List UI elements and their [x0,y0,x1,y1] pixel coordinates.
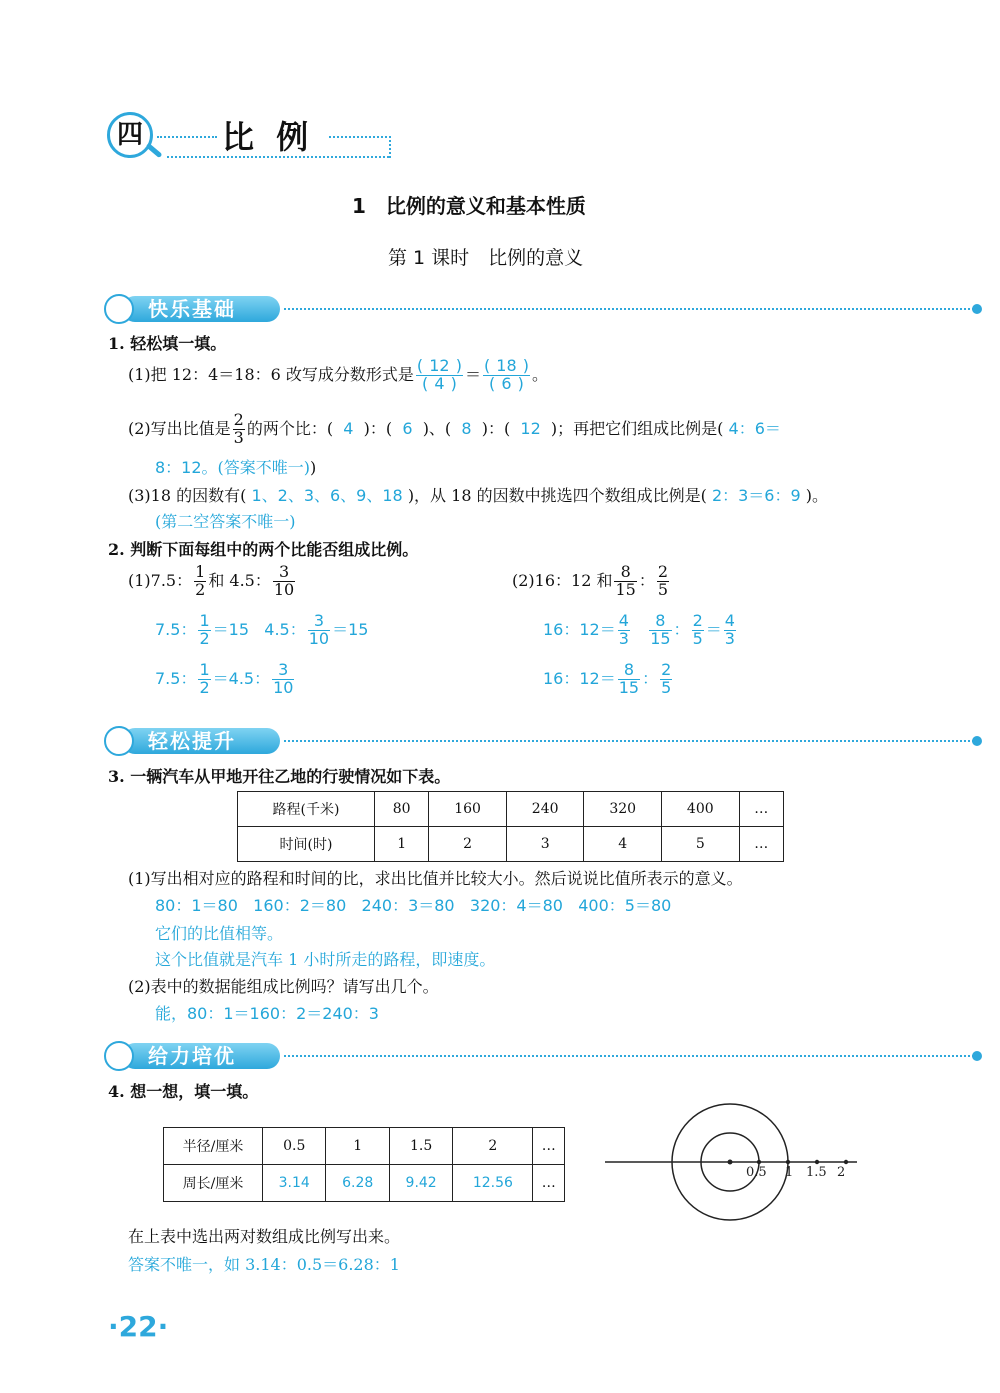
table-row: 路程(千米) 80 160 240 320 400 … [238,792,784,827]
table-row: 半径/厘米 0.5 1 1.5 2 … [164,1128,565,1165]
clock-icon [104,294,134,324]
q1-part3-note: (第二空答案不唯一) [155,512,296,531]
axis-label: 2 [837,1165,846,1180]
concentric-circles-diagram [600,1100,865,1225]
section-banner-advanced [104,1039,984,1073]
q1-part1: (1)把 12：4＝18：6 改写成分数形式是 $\frac{( 12 )}{( 4 )}$ ＝ $\frac{( 18 )}{( 6 )}$ 。 [128,356,548,393]
q2-part2-answer1: 16：12＝ $\frac{4}{3}$ $\frac{8}{15}$ ： $\frac{2}{5}$ ＝ $\frac{4}{3}$ [543,611,735,648]
axis-point [844,1160,848,1164]
q4-title: 4. 想一想，填一填。 [108,1082,259,1101]
section-banner-basic [104,292,984,326]
axis-point [786,1160,790,1164]
table-row: 周长/厘米 3.14 6.28 9.42 12.56 … [164,1165,565,1202]
q2-part2: (2)16：12 和 $\frac{8}{15}$ ： $\frac{2}{5}$ [512,562,669,599]
q2-part1-answer1: 7.5： $\frac{1}{2}$ ＝15 4.5： $\frac{3}{10}$ ＝15 [155,611,369,648]
axis-point [815,1160,819,1164]
q3-part2-answer: 能，80：1＝160：2＝240：3 [155,1004,379,1023]
q3-part1-answer3: 这个比值就是汽车 1 小时所走的路程，即速度。 [155,950,496,969]
section-banner-improve [104,724,984,758]
chapter-badge: 四 [107,112,153,158]
q2-part2-answer2: 16：12＝ $\frac{8}{15}$ ： $\frac{2}{5}$ [543,660,672,697]
lesson-title: 第 1 课时 比例的意义 [388,247,584,269]
axis-label: 0.5 [746,1165,767,1180]
q1-part2: (2)写出比值是 $\frac{2}{3}$ 的两个比：( 4 )：( 6 )、( 8 )：( 12 )；再把它们组成比例是( 4：6＝ [128,410,781,447]
q1-part2-line2: 8：12。(答案不唯一)) [155,458,317,477]
q4-instruction: 在上表中选出两对数组成比例写出来。 [128,1227,401,1246]
axis-label: 1 [785,1165,794,1180]
q1-title: 1. 轻松填一填。 [108,334,227,353]
q2-part1: (1)7.5： $\frac{1}{2}$ 和 4.5： $\frac{3}{10}$ [128,562,295,599]
chapter-header [107,110,397,162]
q3-table [237,791,784,862]
page-number: ·22· [108,1310,169,1343]
q3-part2: (2)表中的数据能组成比例吗？请写出几个。 [128,977,439,996]
axis-point [757,1160,761,1164]
section-title: 1 比例的意义和基本性质 [352,194,586,218]
q3-part1-answer: 80：1＝80 160：2＝80 240：3＝80 320：4＝80 400：5＝80 [155,896,672,915]
q3-part1-answer2: 它们的比值相等。 [155,924,284,943]
q4-answer: 答案不唯一，如 3.14：0.5＝6.28：1 [128,1255,400,1274]
badge-handle [145,143,162,158]
clock-icon [104,1041,134,1071]
chapter-title: 比 例 [222,118,309,156]
clock-icon [104,726,134,756]
q2-title: 2. 判断下面每组中的两个比能否组成比例。 [108,540,419,559]
q4-table [163,1127,565,1202]
q3-title: 3. 一辆汽车从甲地开往乙地的行驶情况如下表。 [108,767,451,786]
center-point [728,1160,733,1165]
banner-label: 快乐基础 [122,296,280,322]
q3-part1: (1)写出相对应的路程和时间的比，求出比值并比较大小。然后说说比值所表示的意义。 [128,869,743,888]
banner-label: 给力培优 [122,1043,280,1069]
axis-label: 1.5 [806,1165,827,1180]
banner-label: 轻松提升 [122,728,280,754]
q2-part1-answer2: 7.5： $\frac{1}{2}$ ＝4.5： $\frac{3}{10}$ [155,660,294,697]
table-row: 时间(时) 1 2 3 4 5 … [238,827,784,862]
q1-part3: (3)18 的因数有( 1、2、3、6、9、18 )，从 18 的因数中挑选四个数组成比例是( 2：3＝6：9 )。 [128,486,829,505]
